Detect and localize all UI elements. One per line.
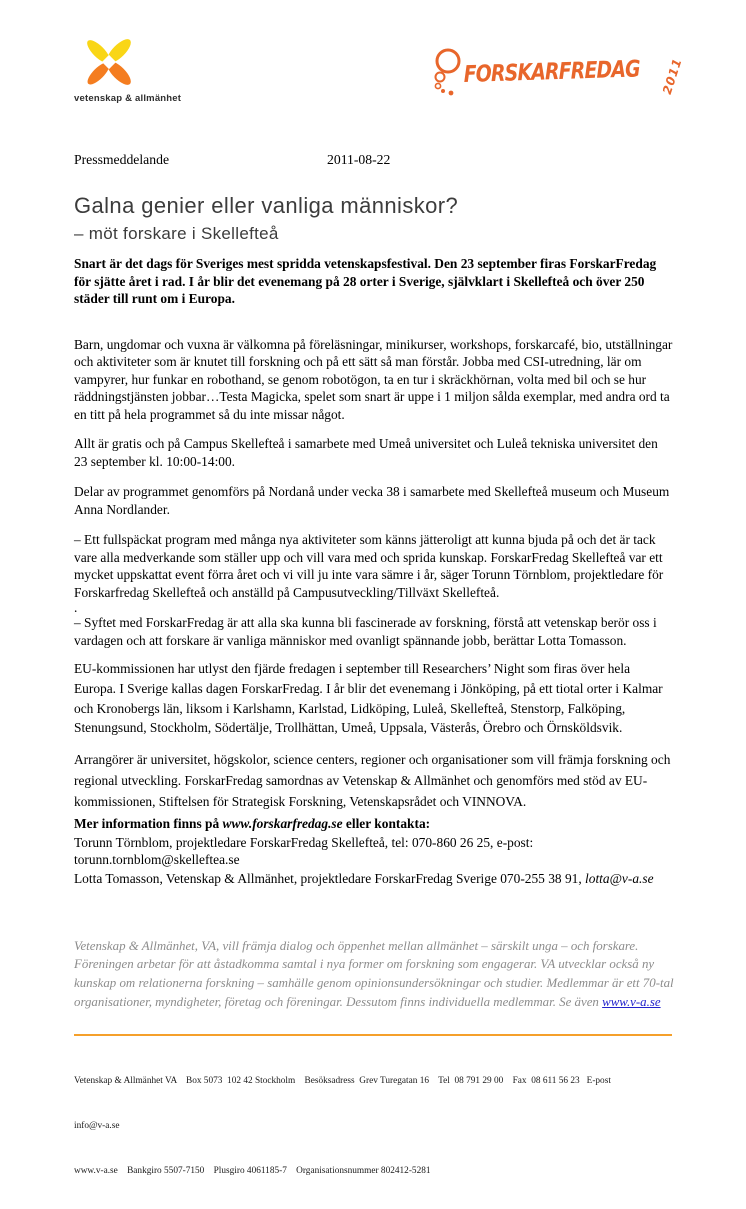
doc-type-label: Pressmeddelande: [74, 152, 170, 167]
doc-date: 2011-08-22: [327, 152, 391, 167]
thought-bubble-icon: [430, 48, 464, 96]
footer-line-email: info@v-a.se: [74, 1121, 120, 1132]
footer-line-address: Vetenskap & Allmänhet VA Box 5073 102 42 Stockholm Besöksadress Grev Turegatan 16 Tel 08 791 29 00 Fax 08 611 56 23 E-post: [74, 1076, 611, 1087]
va-logo-label: vetenskap & allmänhet: [74, 93, 182, 104]
body-paragraph: Arrangörer är universitet, högskolor, science centers, regioner och organisationer som vill främja forskning och regional utveckling. ForskarFredag samordnas av Vetenskap & Allmänhet och genomförs med stöd av EU-kommissionen, Stiftelsen för Strategisk Forskning, Vetenskapsrådet och VINNOVA.: [74, 752, 671, 810]
more-info-line: [74, 815, 674, 833]
forskarfredag-url: www.forskarfredag.se: [222, 816, 343, 832]
divider-line: [74, 1034, 672, 1036]
headline: Galna genier eller vanliga människor?: [74, 193, 459, 218]
subheadline: – möt forskare i Skellefteå: [74, 224, 279, 243]
stray-dot-line: .: [74, 600, 78, 615]
va-website-link[interactable]: www.v-a.se: [602, 994, 661, 1009]
footer-line-org: www.v-a.se Bankgiro 5507-7150 Plusgiro 4061185-7 Organisationsnummer 802412-5281: [74, 1166, 431, 1177]
body-paragraph: Allt är gratis och på Campus Skellefteå i samarbete med Umeå universitet och Luleå tekniska universitet den 23 september kl. 10:00-14:00.: [74, 436, 658, 469]
contact-line-lotta: [74, 870, 674, 887]
quote-paragraph: – Syftet med ForskarFredag är att alla ska kunna bli fascinerade av forskning, förstå att vetenskap berör oss i vardagen och att forskare är vanliga människor med ovanligt spännande jobb, berättar Lotta Tomasson.: [74, 615, 657, 648]
more-info-prefix: Mer information finns på: [74, 816, 223, 832]
document-header: [74, 36, 685, 134]
about-va-paragraph: [74, 937, 674, 1011]
contact-email-lotta: lotta@v-a.se: [585, 870, 654, 886]
va-logo-icon: [84, 36, 134, 90]
body-paragraph: EU-kommissionen har utlyst den fjärde fredagen i september till Researchers’ Night som firas över hela Europa. I Sverige kallas dagen ForskarFredag. I år blir det evenemang i Jönköping, på ett tiotal orter i Kalmar och Kronobergs län, liksom i Karlshamn, Karlstad, Lidköping, Luleå, Skellefteå, Stenstorp, Falköping, Stenungsund, Stockholm, Södertälje, Trollhättan, Umeå, Uppsala, Västerås, Örebro och Örnsköldsvik.: [74, 661, 663, 736]
forskarfredag-logo-text: FORSKARFREDAG: [463, 56, 640, 88]
more-info-suffix: eller kontakta:: [342, 816, 431, 832]
body-paragraph: Delar av programmet genomförs på Nordanå under vecka 38 i samarbete med Skellefteå museum och Museum Anna Nordlander.: [74, 484, 670, 517]
lead-paragraph: Snart är det dags för Sveriges mest spridda vetenskapsfestival. Den 23 september firas ForskarFredag för sjätte året i rad. I år blir det evenemang på 28 orter i Sverige, självklart i Skellefteå och över 250 städer till runt om i Europa.: [74, 256, 657, 306]
meta-row: [74, 152, 674, 169]
va-logo: [74, 36, 181, 104]
forskarfredag-logo: [430, 48, 690, 96]
contact-line-lotta-text: Lotta Tomasson, Vetenskap & Allmänhet, projektledare ForskarFredag Sverige 070-255 38 91,: [74, 870, 586, 886]
ff-logo-year: 2011: [659, 56, 685, 97]
quote-paragraph: – Ett fullspäckat program med många nya aktiviteter som känns jätteroligt att kunna bjuda på och det är tack vare alla medverkande som ställer upp och vill vara med och sprida kunskap. ForskarFredag Skellefteå var ett mycket uppskattat event förra året och vi vill ju inte vara sämre i år, säger Torunn Törnblom, projektledare för Forskarfredag Skellefteå och anställd på Campusutveckling/Tillväxt Skellefteå.: [74, 532, 664, 600]
body-paragraph: Barn, ungdomar och vuxna är välkomna på föreläsningar, minikurser, workshops, forskarcafé, bio, utställningar och aktiviteter som är knutet till forskning och på ett sätt så man förstår. Jobba med CSI-utredning, lär om vampyrer, hur funkar en robothand, se genom robotögon, ta en tur i skräckhörnan, volta med bil och se hur räddningstjänsten jobbar…Testa Magicka, spelet som snart är uppe i 1 miljon sålda exemplar, med andra ord ta en titt på hela programmet så du inte missar något.: [74, 336, 673, 422]
contact-line-torunn: Torunn Törnblom, projektledare ForskarFredag Skellefteå, tel: 070-860 26 25, e-post: torunn.tornblom@skelleftea.se: [74, 835, 534, 868]
about-text: Vetenskap & Allmänhet, VA, vill främja dialog och öppenhet mellan allmänhet – särskilt unga – och forskare. Föreningen arbetar för att åstadkomma samtal i nya former om forskning som engagerar. VA utvecklar också ny kunskap om relationerna forskning – samhälle genom opinionsundersökningar och studier. Medlemmar är ett 70-tal organisationer, myndigheter, företag och föreningar. Dessutom finns individuella medlemmar. Se även: [74, 938, 674, 1009]
footer-contact-block: [74, 1044, 674, 1209]
